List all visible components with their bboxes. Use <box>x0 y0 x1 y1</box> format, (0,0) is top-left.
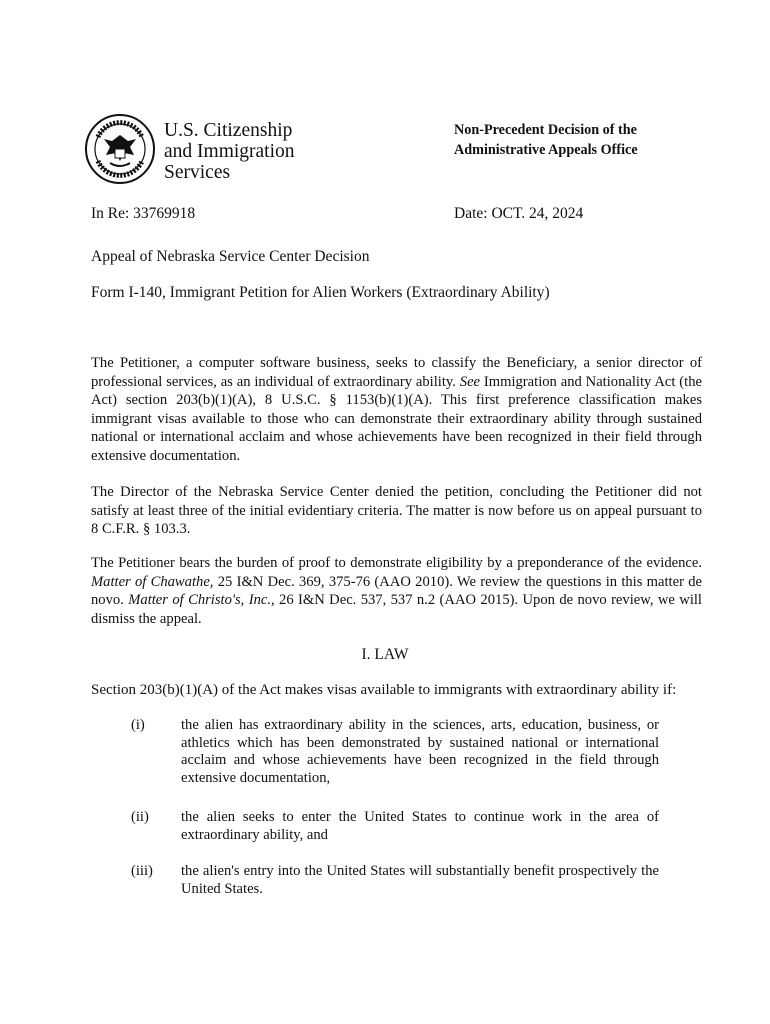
paragraph-1 <box>91 354 702 465</box>
law-intro: Section 203(b)(1)(A) of the Act makes visas available to immigrants with extraordinary ability if: <box>91 682 677 698</box>
paragraph-1-text-b: Immigration and Nationality Act (the Act) section 203(b)(1)(A), 8 U.S.C. § 1153(b)(1)(A). This first preference classification makes immigrant visas available to those who can demonstrate their extraordinary ability through sustained national or international acclaim and whose achievements have been recognized in their field through extensive documentation. <box>91 373 702 464</box>
list-item-number: (iii) <box>131 863 153 879</box>
decision-date: Date: OCT. 24, 2024 <box>454 205 584 222</box>
agency-line-3: Services <box>164 162 231 183</box>
paragraph-3-text-a: The Petitioner bears the burden of proof to demonstrate eligibility by a preponderance of the evidence. <box>91 555 702 571</box>
section-heading: I. LAW <box>361 646 409 663</box>
case-number: In Re: 33769918 <box>91 205 196 222</box>
list-item-number: (ii) <box>131 809 149 825</box>
list-item-text: the alien seeks to enter the United States to continue work in the area of extraordinary ability, and <box>181 809 659 843</box>
agency-name <box>164 120 295 183</box>
form-line: Form I-140, Immigrant Petition for Alien Workers (Extraordinary Ability) <box>91 284 550 301</box>
decision-type <box>454 120 638 160</box>
decision-line-1: Non-Precedent Decision of the <box>454 122 637 138</box>
case-citation-2: Matter of Christo's, Inc., <box>128 592 275 608</box>
appeal-line: Appeal of Nebraska Service Center Decision <box>91 248 370 265</box>
case-citation-1: Matter of Chawathe, <box>91 573 214 590</box>
paragraph-2: The Director of the Nebraska Service Center denied the petition, concluding the Petitioner did not satisfy at least three of the initial evidentiary criteria. The matter is now before us on appeal pursuant to 8 C.F.R. § 103.3. <box>91 484 702 537</box>
paragraph-1-text-a: The Petitioner, a computer software business, seeks to classify the Beneficiary, a senior director of professional services, as an individual of extraordinary ability. <box>91 355 702 390</box>
agency-line-2: and Immigration <box>164 141 295 162</box>
list-item-text: the alien's entry into the United States will substantially benefit prospectively the United States. <box>181 863 659 897</box>
see-signal: See <box>459 373 481 390</box>
decision-line-2: Administrative Appeals Office <box>454 142 638 158</box>
paragraph-3 <box>91 554 702 628</box>
dhs-seal-icon <box>84 113 156 185</box>
paragraph-3-text-b: 25 I&N Dec. 369, 375-76 (AAO 2010). We review the questions in this matter de novo. <box>91 573 702 608</box>
agency-line-1: U.S. Citizenship <box>164 120 293 141</box>
list-item-text: the alien has extraordinary ability in the sciences, arts, education, business, or athletics which has been demonstrated by sustained national or international acclaim and whose achievements have been recognized in the field through extensive documentation, <box>181 717 659 786</box>
list-item-number: (i) <box>131 717 145 733</box>
paragraph-3-text-c: 26 I&N Dec. 537, 537 n.2 (AAO 2015). Upon de novo review, we will dismiss the appeal. <box>91 592 702 627</box>
